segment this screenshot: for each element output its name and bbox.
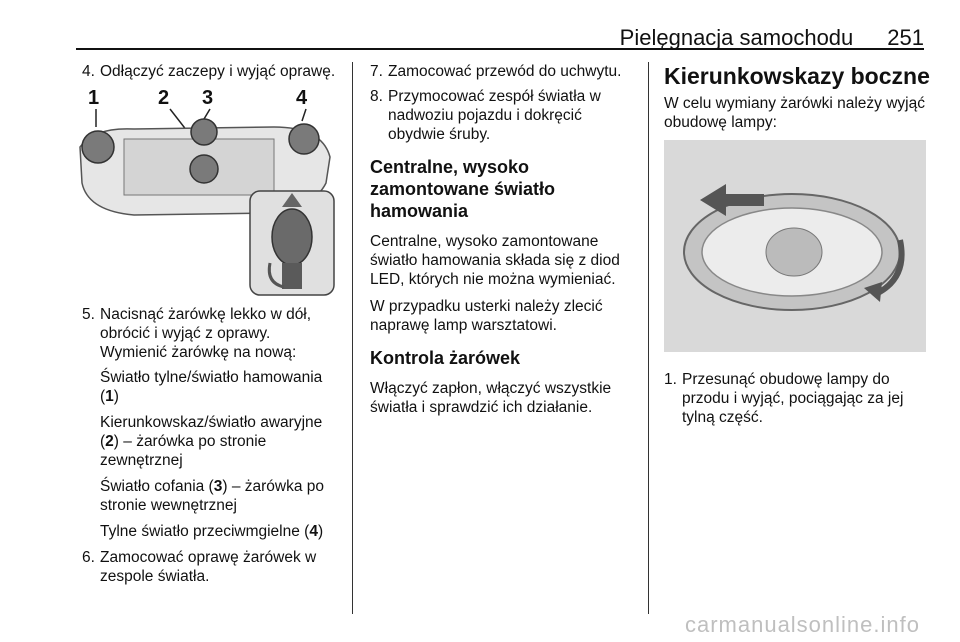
paragraph-fault: W przypadku usterki należy zlecić naprawę lamp warsztatowi. [370, 298, 603, 334]
step-7: 7. Zamocować przewód do uchwytu. [370, 63, 622, 80]
bulb-4-desc: Tylne światło przeciwmgielne (4) [100, 523, 324, 540]
step-1: 1. Przesunąć obudowę lampy do przodu i wyjąć, pociągając za jej tylną część. [664, 371, 904, 426]
heading-bulb-check: Kontrola żarówek [370, 348, 521, 368]
column-divider [648, 62, 649, 614]
callout-1: 1 [88, 87, 100, 109]
bulb-1-desc: Światło tylne/światło hamowania (1) [100, 369, 323, 405]
section-title: Pielęgnacja samochodu [619, 25, 854, 50]
side-indicator-illustration [664, 140, 926, 352]
step-8: 8. Przymocować zespół światła w nadwoziu pojazdu i dokręcić obydwie śruby. [370, 88, 601, 143]
paragraph-side: W celu wymiany żarówki należy wyjąć obudowę lampy: [664, 95, 925, 131]
column-3 [664, 62, 934, 433]
step-4: 4. Odłączyć zaczepy i wyjąć oprawę. [82, 63, 336, 80]
bulb-holder-illustration [74, 87, 336, 297]
column-1 [82, 62, 340, 592]
callout-2: 2 [158, 87, 170, 109]
step-6: 6. Zamocować oprawę żarówek w zespole światła. [82, 549, 317, 585]
heading-central-brake-light: Centralne, wysoko zamontowane światło hamowania [370, 157, 556, 221]
bulb-2-desc: Kierunkowskaz/światło awaryjne (2) – żarówka po stronie zewnętrznej [100, 414, 323, 469]
column-2 [370, 62, 638, 425]
paragraph-check: Włączyć zapłon, włączyć wszystkie światła i sprawdzić ich działanie. [370, 380, 612, 416]
callout-3: 3 [202, 87, 214, 109]
step-5: 5. Nacisnąć żarówkę lekko w dół, obrócić i wyjąć z oprawy. Wymienić żarówkę na nową: [82, 306, 312, 361]
heading-side-indicators: Kierunkowskazy boczne [664, 63, 930, 89]
page-number: 251 [887, 25, 924, 50]
paragraph-central: Centralne, wysoko zamontowane światło hamowania składa się z diod LED, których nie można wymieniać. [370, 233, 620, 288]
column-divider [352, 62, 353, 614]
header-rule [76, 48, 924, 50]
watermark: carmanualsonline.info [684, 612, 920, 637]
callout-4: 4 [296, 87, 308, 109]
bulb-3-desc: Światło cofania (3) – żarówka po stronie wewnętrznej [100, 478, 325, 514]
bulb-holder-figure [74, 87, 336, 297]
side-indicator-figure [664, 140, 926, 352]
